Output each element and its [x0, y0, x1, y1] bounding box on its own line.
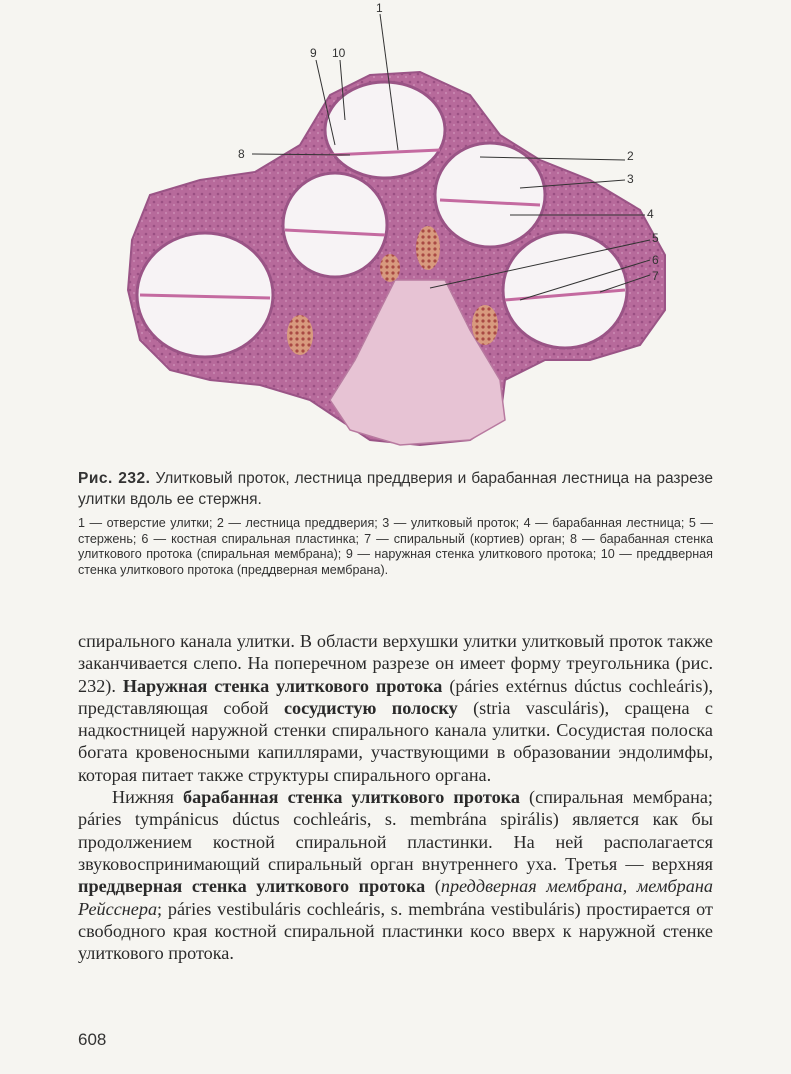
paragraph-1 — [78, 630, 713, 786]
label-7: 7 — [652, 269, 659, 283]
p2-term-tympanic-wall: барабанная стенка улиткового протока — [183, 787, 520, 808]
label-2: 2 — [627, 149, 634, 163]
caption-legend: 1 — отверстие улитки; 2 — лестница преддверия; 3 — улитковый проток; 4 — барабанная лестница; 5 — стержень; 6 — костная спиральная пластинка; 7 — спиральный (кортиев) орган; 8 — барабанная стенка улиткового протока (спиральная мембрана); 9 — наружная стенка улиткового протока; 10 — преддверная стенка улиткового протока (преддверная мембрана). — [78, 516, 713, 577]
label-6: 6 — [652, 253, 659, 267]
label-3: 3 — [627, 172, 634, 186]
page-number: 608 — [78, 1030, 107, 1049]
p2-text-2: (спиральная мембрана; páries tympánicus dúctus cochleáris, s. membrána spirális) является как бы продолжением костной спиральной пластинки. На ней располагается звуковоспринимающий спиральный орган внутреннего уха. Третья — верхняя — [78, 787, 713, 874]
p1-text-2: (páries extérnus dúctus cochleáris), представляющая собой — [78, 675, 713, 718]
p2-text-3: ( — [425, 876, 441, 897]
paragraph-2 — [78, 786, 713, 964]
p2-text-4: ; páries vestibuláris cochleáris, s. membrána vestibuláris) простирается от свободного края костной спиральной пластинки косо вверх к наружной стенке улиткового протока. — [78, 898, 713, 964]
label-4: 4 — [647, 207, 654, 221]
label-5: 5 — [652, 231, 659, 245]
caption-prefix: Рис. 232. — [78, 470, 151, 487]
label-9: 9 — [310, 46, 317, 60]
cochlea-figure — [0, 0, 791, 465]
figure-caption — [78, 468, 713, 578]
p1-term-outer-wall: Наружная стенка улиткового протока — [122, 675, 443, 696]
p2-italic-reissner: преддверная мембрана, мембрана Рейсснера — [78, 876, 713, 919]
caption-title-text: Улитковый проток, лестница преддверия и барабанная лестница на разрезе улитки вдоль ее стержня. — [78, 470, 713, 508]
p2-term-vestibular-wall: преддверная стенка улиткового протока — [78, 876, 426, 897]
label-8: 8 — [238, 147, 245, 161]
p1-text-1: спирального канала улитки. В области верхушки улитки улитковый проток также заканчивается слепо. На поперечном разрезе он имеет форму треугольника (рис. 232). — [78, 631, 713, 696]
p1-term-stria: сосудистую полоску — [283, 697, 458, 718]
caption-title — [78, 468, 713, 510]
p1-text-3: (stria vasculáris), сращена с надкостницей наружной стенки спирального канала улитки. Сосудистая полоска богата кровеносными капиллярами, участвующими в образовании эндолимфы, которая питает также структуры спирального органа. — [78, 697, 713, 785]
p2-text-1: Нижняя — [112, 787, 183, 808]
label-1: 1 — [376, 1, 383, 15]
body-text — [78, 630, 713, 964]
label-10: 10 — [332, 46, 346, 60]
